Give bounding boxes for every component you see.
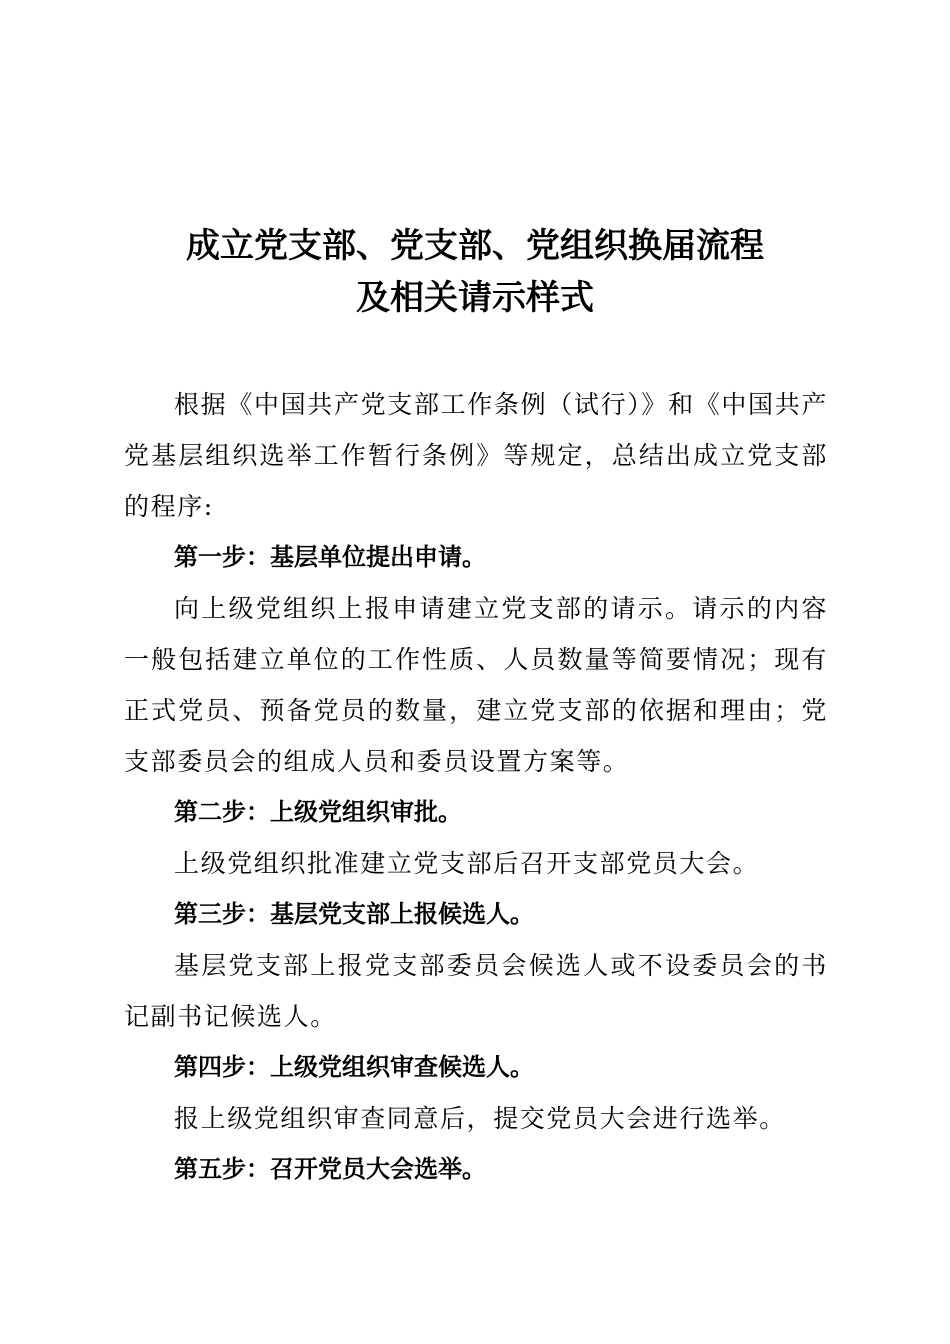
intro-paragraph: 根据《中国共产党支部工作条例（试行）》和《中国共产党基层组织选举工作暂行条例》等规定，总结出成立党支部的程序: <box>124 390 828 521</box>
document-title-line1: 成立党支部、党支部、党组织换届流程 <box>186 226 764 266</box>
step-5-heading: 第五步：召开党员大会选举。 <box>174 1155 486 1183</box>
document-title-line2: 及相关请示样式 <box>356 278 594 318</box>
step-3-heading: 第三步：基层党支部上报候选人。 <box>174 900 534 928</box>
document-body <box>124 379 828 1195</box>
step-1-text: 向上级党组织上报申请建立党支部的请示。请示的内容一般包括建立单位的工作性质、人员数量等简要情况；现有正式党员、预备党员的数量，建立党支部的依据和理由；党支部委员会的组成人员和委员设置方案等。 <box>124 594 828 776</box>
step-2-heading: 第二步：上级党组织审批。 <box>174 798 462 826</box>
step-4-heading: 第四步：上级党组织审查候选人。 <box>174 1053 534 1081</box>
step-2-text: 上级党组织批准建立党支部后召开支部党员大会。 <box>174 849 760 878</box>
step-1-heading: 第一步：基层单位提出申请。 <box>174 543 486 571</box>
step-3-text: 基层党支部上报党支部委员会候选人或不设委员会的书记副书记候选人。 <box>124 951 828 1031</box>
step-4-text: 报上级党组织审查同意后，提交党员大会进行选举。 <box>174 1104 786 1133</box>
